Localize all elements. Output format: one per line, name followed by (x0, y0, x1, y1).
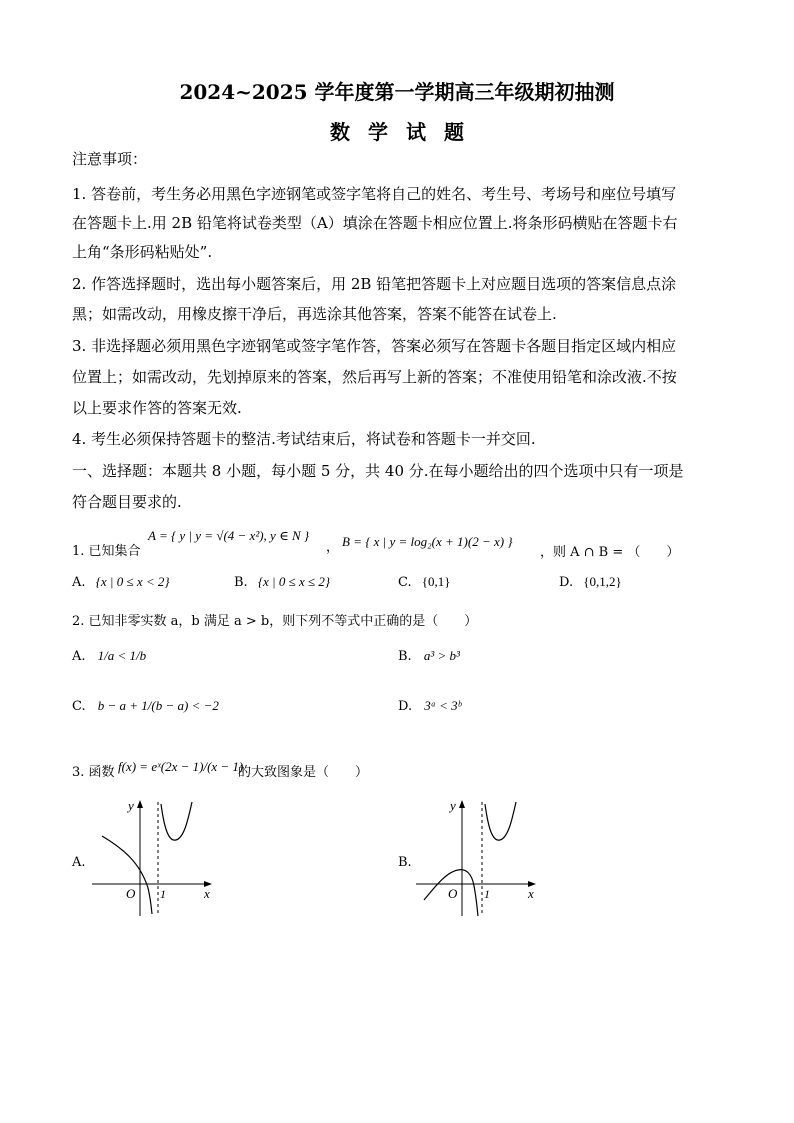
question-1-option-b (234, 574, 330, 590)
question-1-stem-suffix: ，则 A ∩ B = （ ） (540, 545, 680, 560)
question-1-stem (72, 540, 141, 559)
y-axis-arrow (137, 800, 143, 808)
curve-right-branch (485, 802, 516, 840)
notice-2-line-1: 2. 作答选择题时，选出每小题答案后，用 2B 铅笔把答题卡上对应题目选项的答案信息点涂 (72, 275, 677, 293)
section-heading-line-2: 符合题目要求的. (72, 493, 182, 511)
notice-1-line-2: 在答题卡上.用 2B 铅笔将试卷类型（A）填涂在答题卡相应位置上.将条形码横贴在答题卡右 (72, 214, 678, 232)
option-label: B. (234, 575, 248, 590)
option-text: 1/a < 1/b (97, 648, 147, 663)
option-text: b − a + 1/(b − a) < −2 (97, 698, 219, 713)
question-3-stem (72, 761, 115, 780)
question-1-number: 1. (72, 544, 85, 559)
option-text: 3ᵃ < 3ᵇ (424, 698, 462, 713)
question-2-number: 2. (72, 614, 85, 629)
notice-1-line-3: 上角“条形码粘贴处”. (72, 243, 213, 261)
question-3-option-b-graph (412, 796, 542, 921)
option-label: A. (72, 575, 86, 590)
question-1-set-a: A = { y | y = √(4 − x²), y ∈ N } (148, 528, 310, 543)
option-text: {x | 0 ≤ x ≤ 2} (257, 574, 331, 589)
question-3-option-a-graph (88, 796, 218, 921)
notice-3-line-1: 3. 非选择题必须用黑色字迹钢笔或签字笔作答，答案必须写在答题卡各题目指定区域内相应 (72, 337, 677, 355)
question-1-option-d (559, 574, 622, 590)
x-axis-label: x (204, 886, 210, 901)
notice-4-line-1: 4. 考生必须保持答题卡的整洁.考试结束后，将试卷和答题卡一并交回. (72, 430, 536, 448)
notice-3-line-3: 以上要求作答的答案无效. (72, 399, 242, 417)
notice-2-line-2: 黑；如需改动，用橡皮擦干净后，再选涂其他答案，答案不能答在试卷上. (72, 305, 557, 323)
origin-label: O (126, 886, 136, 901)
question-1-stem-prefix: 已知集合 (88, 544, 141, 559)
option-label: C. (398, 575, 412, 590)
notice-heading: 注意事项： (72, 150, 148, 168)
origin-label: O (448, 886, 458, 901)
question-1-set-b: B = { x | y = log₂(x + 1)(2 − x) } (342, 534, 513, 549)
option-label: B. (398, 649, 412, 664)
notice-3-line-2: 位置上；如需改动，先划掉原来的答案，然后再写上新的答案；不准使用铅笔和涂改液.不按 (72, 368, 677, 386)
question-2-option-a (72, 648, 146, 664)
option-text: {0,1,2} (583, 574, 622, 589)
notice-1-line-1: 1. 答卷前，考生务必用黑色字迹钢笔或签字笔将自己的姓名、考生号、考场号和座位号填写 (72, 185, 677, 203)
curve-right-branch (161, 802, 192, 840)
question-3-stem-suffix: 的大致图象是（ ） (238, 765, 369, 780)
exam-title: 2024~2025 学年度第一学期高三年级期初抽测 (179, 80, 615, 104)
option-label: D. (559, 575, 574, 590)
x-axis-label: x (528, 886, 534, 901)
option-text: a³ > b³ (423, 648, 460, 663)
question-2-option-d (398, 698, 461, 714)
question-1-comma: ， (326, 540, 340, 555)
question-2-stem-text: 已知非零实数 a，b 满足 a > b，则下列不等式中正确的是（ ） (88, 614, 478, 629)
question-3-function: f(x) = eˣ(2x − 1)/(x − 1) (118, 759, 244, 774)
question-2-option-b (398, 648, 460, 664)
question-2-stem (72, 610, 477, 629)
section-heading-line-1: 一、选择题：本题共 8 小题，每小题 5 分，共 40 分.在每小题给出的四个选项中只有一项是 (72, 462, 684, 480)
y-axis-arrow (459, 800, 465, 808)
option-label: A. (72, 649, 86, 664)
y-axis-label: y (450, 798, 456, 813)
question-3-stem-prefix: 函数 (88, 765, 115, 780)
question-1-option-c (398, 574, 451, 590)
option-label: C. (72, 699, 86, 714)
question-3-number: 3. (72, 765, 85, 780)
question-1-option-a (72, 574, 170, 590)
y-axis-label: y (128, 798, 134, 813)
question-3-option-a-label: A. (72, 855, 86, 870)
option-label: D. (398, 699, 413, 714)
question-3-option-b-label: B. (398, 855, 412, 870)
tick-label-1: 1 (484, 887, 490, 901)
tick-label-1: 1 (160, 887, 166, 901)
option-text: {x | 0 ≤ x < 2} (95, 574, 170, 589)
option-text: {0,1} (421, 574, 451, 589)
question-2-option-c (72, 698, 219, 714)
exam-subtitle: 数学试题 (330, 120, 482, 144)
curve-left-branch (102, 836, 152, 914)
